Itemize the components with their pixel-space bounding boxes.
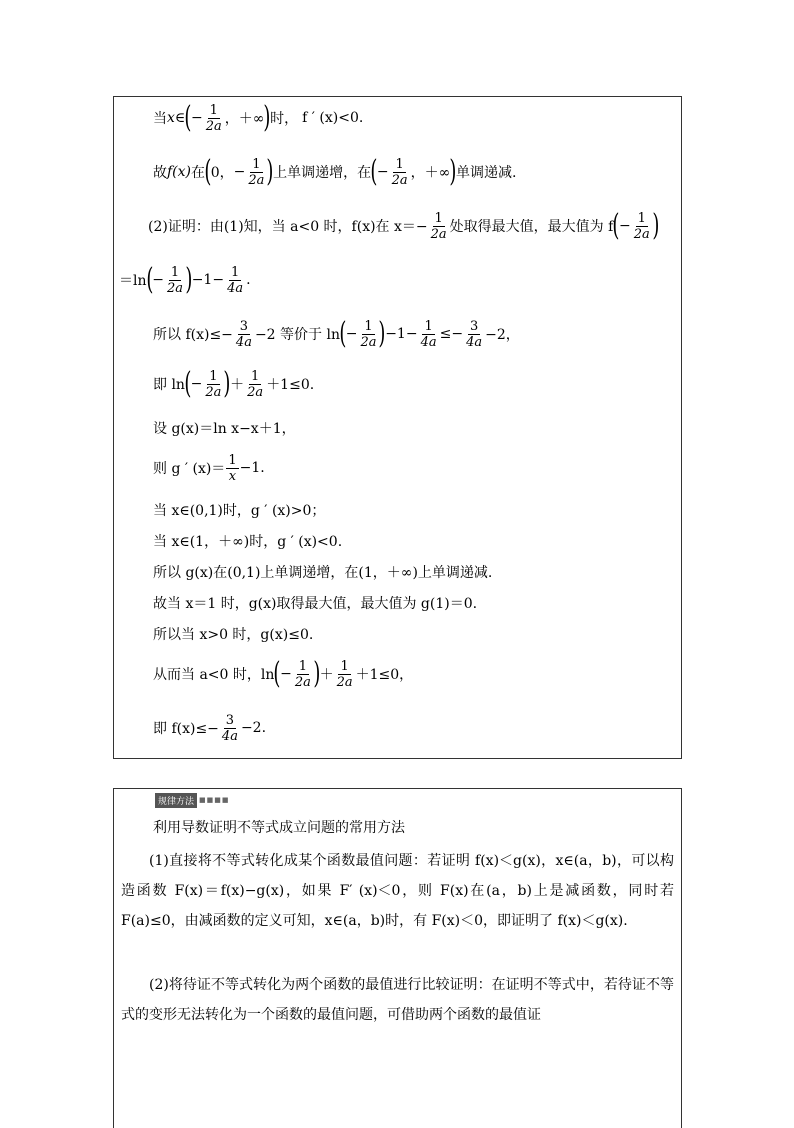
sign: − [233,164,246,180]
numerator: 1 [364,318,373,334]
text: 所以 f(x)≤− [153,327,233,343]
text: ＋ [319,667,334,683]
numerator: 1 [637,210,646,226]
fraction [358,319,378,350]
paren-left: ( [612,208,620,243]
paren-right: ) [223,366,231,401]
text: 故 [153,165,167,181]
solution-line-3 [148,206,659,246]
denominator: 2a [391,172,408,188]
badge-label: 规律方法 [155,793,197,808]
solution-line-7 [153,416,296,440]
fraction [204,103,224,134]
text: −1− [385,326,418,342]
text: 则 g ′ (x)＝ [153,461,226,477]
numerator: 1 [252,156,261,172]
text: ，＋∞ [224,111,265,127]
denominator: x [228,468,237,484]
text: 0， [210,165,234,181]
fraction [165,265,185,296]
numerator: 1 [170,264,180,280]
text: 处取得最大值，最大值为 f [449,219,614,235]
solution-line-5 [153,314,520,354]
text: −2， [485,327,520,343]
fraction [293,659,313,690]
text: −2. [240,720,267,736]
text: 所以 g(x)在(0,1)上单调递增，在(1，＋∞)上单调递减. [153,565,493,581]
numerator: 3 [225,712,235,728]
paren-left: ( [145,262,153,297]
text: ＋1≤0， [355,667,414,683]
paren-left: ( [204,154,212,189]
text: 在 [191,165,206,181]
fraction [225,265,245,296]
paren-right: ) [378,316,386,351]
text: 所以当 x>0 时，g(x)≤0. [153,627,314,643]
numerator: 1 [395,156,404,172]
text: 单调递减. [456,165,517,181]
fraction [203,369,223,400]
method-box [113,788,682,1128]
text: ＝ln [119,273,147,289]
text: −2 等价于 ln [254,327,340,343]
title-text: 利用导数证明不等式成立问题的常用方法 [153,820,405,836]
text: ＋ [230,377,245,393]
text: f ′ (x)<0. [302,110,364,126]
paren-right: ) [266,154,274,189]
denominator: 2a [205,118,222,134]
fraction [335,659,355,690]
text: −1. [239,460,265,476]
solution-line-13 [153,622,313,646]
fraction [632,211,652,242]
method-paragraph-2: (2)将待证不等式转化为两个函数的最值进行比较证明：在证明不等式中，若待证不等式的变形无法转化为一个函数的最值问题，可借助两个函数的最值证 [121,977,674,1023]
sign: − [619,218,631,234]
sign: − [280,666,292,682]
var: x [167,110,175,126]
denominator: 4a [466,334,483,350]
denominator: 2a [205,384,222,400]
solution-line-11 [153,560,492,584]
paren-right: ) [263,100,271,135]
solution-line-14 [153,654,413,694]
solution-line-1 [153,98,363,138]
paren-right: ) [185,262,193,297]
solution-line-4 [119,260,251,300]
text: 即 f(x)≤− [153,721,219,737]
sign: − [152,272,164,288]
method-paragraph-1: (1)直接将不等式转化成某个函数最值问题：若证明 f(x)＜g(x)，x∈(a，b)，可以构造函数 F(x)＝f(x)−g(x)，如果 F′ (x)＜0，则 F(x)在(a，b)上是减函数，同时若 F(a)≤0，由减函数的定义可知，x∈(a，b)时，有 F(x)＜0，即证明了 f(x)＜g(x). [121,853,674,929]
paren-right: ) [313,656,321,691]
fraction [246,157,266,188]
method-badge [155,793,229,807]
fraction [429,211,449,242]
fraction [226,453,238,484]
denominator: 2a [360,334,377,350]
text: 上单调递增，在 [273,165,372,181]
text: 故当 x＝1 时，g(x)取得最大值，最大值为 g(1)＝0. [153,596,478,612]
badge-dots: ■■■■ [199,796,230,804]
denominator: 4a [221,728,238,744]
denominator: 2a [248,172,265,188]
paren-right: ) [652,208,660,243]
solution-line-12 [153,591,477,615]
text: . [246,272,251,288]
paren-right: ) [449,154,457,189]
numerator: 1 [209,368,218,384]
text: 从而当 a<0 时，ln [153,667,275,683]
text: (2)证明：由(1)知，当 a<0 时，f(x)在 x＝− [148,219,428,235]
denominator: 2a [633,226,650,242]
solution-line-10 [153,529,342,553]
denominator: 2a [336,674,353,690]
solution-line-15 [153,708,266,748]
text: 当 [153,111,167,127]
sign: − [376,164,389,180]
text: ＋1≤0. [266,377,315,393]
fraction [220,713,240,744]
paren-left: ( [339,316,347,351]
numerator: 1 [434,210,443,226]
text: 时， [270,111,299,127]
text: ，＋∞ [410,165,451,181]
text: 当 x∈(0,1)时，g ′ (x)>0； [153,503,326,519]
solution-line-8 [153,448,265,488]
numerator: 1 [340,658,349,674]
paren-left: ( [184,366,192,401]
numerator: 1 [228,452,237,468]
sign: − [345,326,358,342]
fraction [245,369,265,400]
numerator: 1 [298,658,307,674]
text: 即 ln [153,377,185,393]
denominator: 2a [166,280,183,296]
text: 当 x∈(1，＋∞)时，g ′ (x)<0. [153,534,343,550]
solution-line-9 [153,498,325,522]
denominator: 2a [294,674,311,690]
method-title [153,815,405,839]
denominator: 4a [235,334,252,350]
fraction [464,319,484,350]
fraction [234,319,254,350]
solution-line-6 [153,364,314,404]
text: ≤− [439,326,464,342]
numerator: 1 [209,102,218,118]
denominator: 4a [227,280,244,296]
numerator: 1 [230,264,240,280]
numerator: 1 [251,368,260,384]
numerator: 3 [239,318,249,334]
denominator: 2a [247,384,264,400]
symbol: ∈ [174,110,186,126]
numerator: 1 [424,318,433,334]
sign: − [191,110,203,126]
denominator: 4a [420,334,437,350]
var: f(x) [167,164,192,180]
fraction [419,319,439,350]
sign: − [190,376,203,392]
text: 设 g(x)＝ln x−x＋1， [153,421,296,437]
numerator: 3 [469,318,479,334]
fraction [390,157,410,188]
paren-left: ( [370,154,378,189]
paren-left: ( [273,656,281,691]
paren-left: ( [184,100,192,135]
text: −1− [191,272,225,288]
solution-line-2 [153,152,516,192]
denominator: 2a [430,226,447,242]
